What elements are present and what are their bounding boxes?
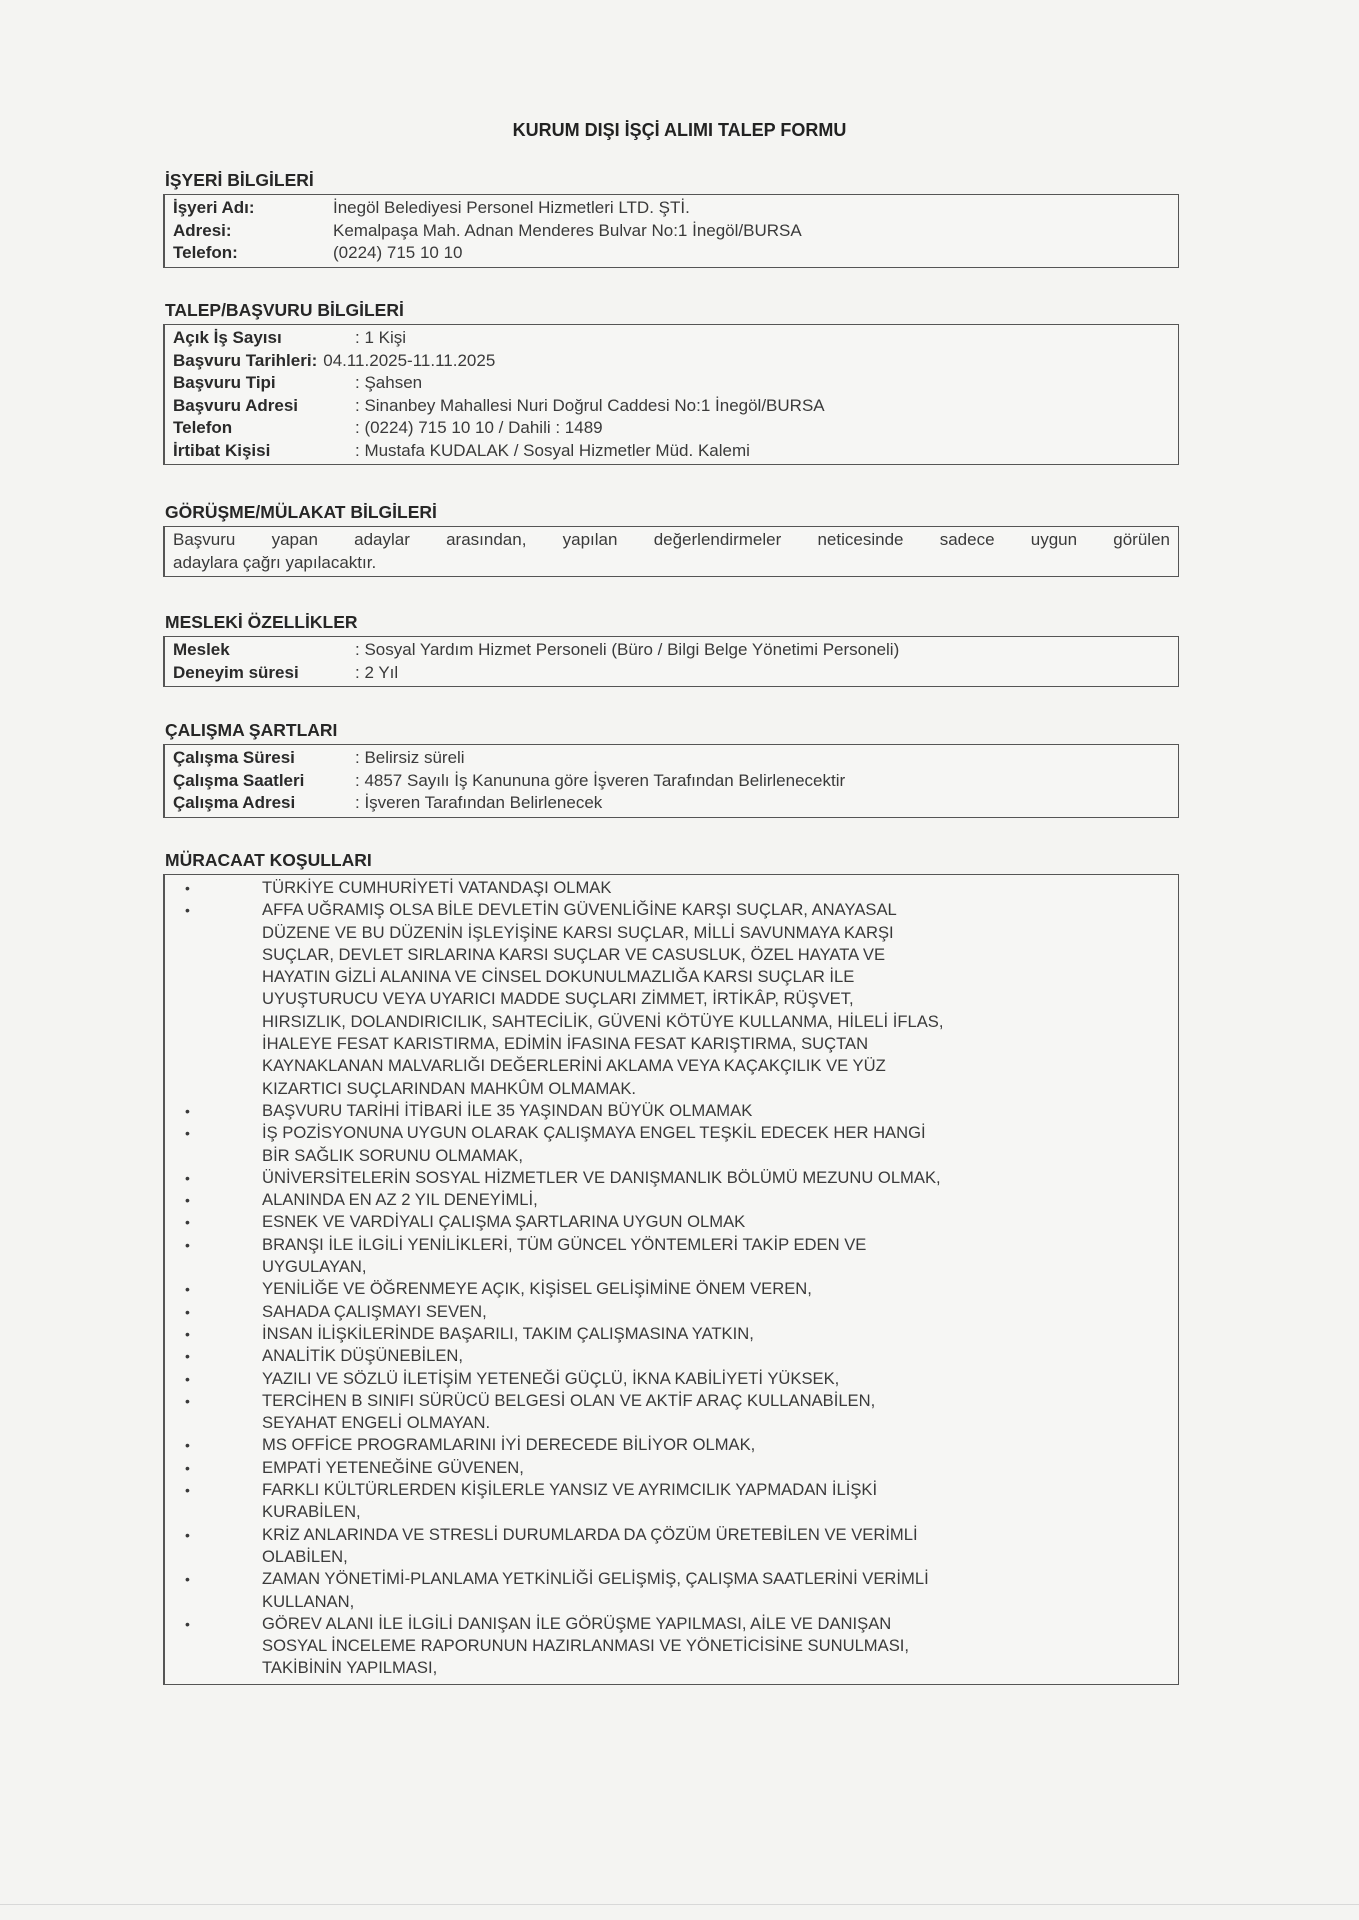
field-label: İrtibat Kişisi: [173, 440, 271, 460]
field-label: Başvuru Tarihleri:: [173, 350, 318, 370]
condition-item: [165, 899, 1178, 1100]
condition-item: [165, 1345, 1178, 1367]
field-value: (0224) 715 10 10: [333, 243, 463, 262]
field-label: Adresi:: [173, 220, 232, 240]
condition-line: İŞ POZİSYONUNA UYGUN OLARAK ÇALIŞMAYA ENGEL TEŞKİL EDECEK HER HANGİ: [262, 1123, 926, 1143]
calisma-row: [173, 747, 1170, 770]
condition-line: AFFA UĞRAMIŞ OLSA BİLE DEVLETİN GÜVENLİĞİNE KARŞI SUÇLAR, ANAYASAL: [262, 900, 897, 920]
condition-item: [165, 1122, 1178, 1167]
field-value: : 2 Yıl: [355, 662, 399, 682]
bullet-icon: •: [185, 1125, 190, 1142]
condition-line: YAZILI VE SÖZLÜ İLETİŞİM YETENEĞİ GÜÇLÜ, İKNA KABİLİYETİ YÜKSEK,: [262, 1368, 840, 1388]
bullet-icon: •: [185, 1325, 190, 1342]
condition-item: [165, 1524, 1178, 1569]
talep-section: [163, 300, 1179, 465]
condition-item: [165, 877, 1178, 899]
talep-row: [173, 350, 1170, 373]
bullet-icon: •: [185, 1615, 190, 1632]
condition-line: SOSYAL İNCELEME RAPORUNUN HAZIRLANMASI VE YÖNETİCİSİNE SUNULMASI,: [262, 1636, 909, 1656]
condition-item: [165, 1434, 1178, 1456]
gorusme-section: [163, 502, 1179, 577]
condition-item: [165, 1100, 1178, 1122]
condition-item: [165, 1189, 1178, 1211]
field-label: Açık İş Sayısı: [173, 328, 282, 347]
bullet-icon: •: [185, 1571, 190, 1588]
field-value: : İşveren Tarafından Belirlenecek: [355, 793, 603, 812]
talep-row: [173, 440, 1170, 463]
bullet-icon: •: [185, 1303, 190, 1320]
bullet-icon: •: [185, 1281, 190, 1298]
field-value: : Mustafa KUDALAK / Sosyal Hizmetler Müd. Kalemi: [355, 440, 750, 460]
condition-line: ALANINDA EN AZ 2 YIL DENEYİMLİ,: [262, 1190, 538, 1210]
condition-line: HIRSIZLIK, DOLANDIRICILIK, SAHTECİLİK, GÜVENİ KÖTÜYE KULLANMA, HİLELİ İFLAS,: [262, 1011, 944, 1031]
condition-line: MS OFFİCE PROGRAMLARINI İYİ DERECEDE BİLİYOR OLMAK,: [262, 1435, 756, 1455]
field-value: : Belirsiz süreli: [355, 748, 465, 767]
condition-line: KIZARTICI SUÇLARINDAN MAHKÛM OLMAMAK.: [262, 1078, 637, 1098]
condition-line: UYGULAYAN,: [262, 1257, 367, 1277]
condition-line: ESNEK VE VARDİYALI ÇALIŞMA ŞARTLARINA UYGUN OLMAK: [262, 1212, 746, 1232]
condition-line: KURABİLEN,: [262, 1502, 361, 1522]
talep-row: [173, 417, 1170, 440]
field-label: Çalışma Süresi: [173, 748, 295, 767]
bullet-icon: •: [185, 1482, 190, 1499]
gorusme-box: [163, 526, 1179, 577]
condition-line: KRİZ ANLARINDA VE STRESLİ DURUMLARDA DA ÇÖZÜM ÜRETEBİLEN VE VERİMLİ: [262, 1524, 918, 1544]
field-value: : Şahsen: [355, 373, 423, 392]
condition-item: [165, 1479, 1178, 1524]
condition-line: SUÇLAR, DEVLET SIRLARINA KARSI SUÇLAR VE CASUSLUK, ÖZEL HAYATA VE: [262, 944, 886, 964]
condition-line: BAŞVURU TARİHİ İTİBARİ İLE 35 YAŞINDAN BÜYÜK OLMAMAK: [262, 1100, 753, 1120]
bullet-icon: •: [185, 1102, 190, 1119]
condition-line: ANALİTİK DÜŞÜNEBİLEN,: [262, 1346, 464, 1366]
condition-item: [165, 1390, 1178, 1435]
isyeri-box: [163, 194, 1179, 268]
isyeri-section: [163, 170, 1179, 268]
talep-heading: TALEP/BAŞVURU BİLGİLERİ: [165, 300, 404, 320]
condition-item: [165, 1301, 1178, 1323]
field-value: İnegöl Belediyesi Personel Hizmetleri LTD. ŞTİ.: [333, 198, 690, 217]
field-value: : Sinanbey Mahallesi Nuri Doğrul Caddesi No:1 İnegöl/BURSA: [355, 395, 825, 415]
gorusme-line: Başvuru yapan adaylar arasından, yapılan değerlendirmeler neticesinde sadece uygun görülen: [173, 530, 1170, 549]
talep-row: [173, 327, 1170, 350]
bullet-icon: •: [185, 1192, 190, 1209]
condition-line: BRANŞI İLE İLGİLİ YENİLİKLERİ, TÜM GÜNCEL YÖNTEMLERİ TAKİP EDEN VE: [262, 1234, 867, 1254]
condition-line: BİR SAĞLIK SORUNU OLMAMAK,: [262, 1145, 523, 1165]
meslek-row: [173, 662, 1170, 685]
field-label: Meslek: [173, 640, 230, 659]
condition-item: [165, 1278, 1178, 1300]
talep-box: [163, 324, 1179, 465]
bullet-icon: •: [185, 1392, 190, 1409]
talep-row: [173, 395, 1170, 418]
condition-item: [165, 1568, 1178, 1613]
condition-item: [165, 1457, 1178, 1479]
bullet-icon: •: [185, 1169, 190, 1186]
field-label: Telefon: [173, 418, 233, 437]
field-value: Kemalpaşa Mah. Adnan Menderes Bulvar No:1 İnegöl/BURSA: [333, 220, 802, 240]
condition-line: ÜNİVERSİTELERİN SOSYAL HİZMETLER VE DANIŞMANLIK BÖLÜMÜ MEZUNU OLMAK,: [262, 1167, 941, 1187]
bullet-icon: •: [185, 1236, 190, 1253]
condition-line: EMPATİ YETENEĞİNE GÜVENEN,: [262, 1457, 524, 1477]
field-label: Başvuru Tipi: [173, 373, 276, 392]
condition-item: [165, 1234, 1178, 1279]
condition-line: İNSAN İLİŞKİLERİNDE BAŞARILI, TAKIM ÇALIŞMASINA YATKIN,: [262, 1323, 754, 1343]
field-label: Deneyim süresi: [173, 662, 299, 682]
muracaat-section: [163, 850, 1179, 1685]
isyeri-row: [173, 242, 1170, 265]
condition-line: UYUŞTURUCU VEYA UYARICI MADDE SUÇLARI ZİMMET, İRTİKÂP, RÜŞVET,: [262, 989, 854, 1009]
meslek-box: [163, 636, 1179, 687]
meslek-section: [163, 612, 1179, 687]
bullet-icon: •: [185, 1437, 190, 1454]
field-value: : 1 Kişi: [355, 328, 407, 347]
condition-line: İHALEYE FESAT KARISTIRMA, EDİMİN İFASINA FESAT KARIŞTIRMA, SUÇTAN: [262, 1034, 869, 1054]
bullet-icon: •: [185, 902, 190, 919]
muracaat-heading: MÜRACAAT KOŞULLARI: [165, 850, 372, 870]
condition-line: YENİLİĞE VE ÖĞRENMEYE AÇIK, KİŞİSEL GELİŞİMİNE ÖNEM VEREN,: [262, 1279, 812, 1299]
field-value: 04.11.2025-11.11.2025: [323, 350, 496, 370]
field-label: Başvuru Adresi: [173, 395, 299, 415]
isyeri-row: [173, 197, 1170, 220]
condition-line: TERCİHEN B SINIFI SÜRÜCÜ BELGESİ OLAN VE AKTİF ARAÇ KULLANABİLEN,: [262, 1390, 876, 1410]
calisma-section: [163, 720, 1179, 818]
field-label: Telefon:: [173, 243, 238, 262]
meslek-heading: MESLEKİ ÖZELLİKLER: [165, 612, 358, 632]
isyeri-row: [173, 220, 1170, 243]
condition-line: HAYATIN GİZLİ ALANINA VE CİNSEL DOKUNULMAZLIĞA KARSI SUÇLAR İLE: [262, 967, 855, 987]
talep-row: [173, 372, 1170, 395]
field-value: : Sosyal Yardım Hizmet Personeli (Büro / Bilgi Belge Yönetimi Personeli): [355, 640, 900, 659]
condition-line: OLABİLEN,: [262, 1546, 348, 1566]
calisma-row: [173, 770, 1170, 793]
field-label: İşyeri Adı:: [173, 198, 255, 217]
condition-line: KULLANAN,: [262, 1591, 355, 1611]
condition-line: SAHADA ÇALIŞMAYI SEVEN,: [262, 1301, 487, 1321]
condition-item: [165, 1613, 1178, 1680]
condition-line: GÖREV ALANI İLE İLGİLİ DANIŞAN İLE GÖRÜŞME YAPILMASI, AİLE VE DANIŞAN: [262, 1613, 892, 1633]
bullet-icon: •: [185, 1370, 190, 1387]
bullet-icon: •: [185, 880, 190, 896]
condition-item: [165, 1368, 1178, 1390]
calisma-heading: ÇALIŞMA ŞARTLARI: [165, 720, 338, 740]
field-value: : 4857 Sayılı İş Kanununa göre İşveren Tarafından Belirlenecektir: [355, 770, 846, 790]
condition-line: KAYNAKLANAN MALVARLIĞI DEĞERLERİNİ AKLAMA VEYA KAÇAKÇILIK VE YÜZ: [262, 1056, 886, 1076]
calisma-box: [163, 744, 1179, 818]
gorusme-line: adaylara çağrı yapılacaktır.: [173, 552, 377, 572]
condition-line: ZAMAN YÖNETİMİ-PLANLAMA YETKİNLİĞİ GELİŞMİŞ, ÇALIŞMA SAATLERİNİ VERİMLİ: [262, 1569, 929, 1589]
condition-line: TAKİBİNİN YAPILMASI,: [262, 1658, 438, 1678]
field-label: Çalışma Adresi: [173, 793, 296, 812]
condition-item: [165, 1323, 1178, 1345]
condition-line: TÜRKİYE CUMHURİYETİ VATANDAŞI OLMAK: [262, 878, 612, 897]
bullet-icon: •: [185, 1459, 190, 1476]
isyeri-heading: İŞYERİ BİLGİLERİ: [165, 170, 314, 190]
calisma-row: [173, 792, 1170, 815]
meslek-row: [173, 639, 1170, 662]
condition-line: DÜZENE VE BU DÜZENİN İŞLEYİŞİNE KARSI SUÇLAR, MİLLİ SAVUNMAYA KARŞI: [262, 922, 894, 942]
field-label: Çalışma Saatleri: [173, 770, 305, 790]
condition-item: [165, 1167, 1178, 1189]
muracaat-box: [163, 874, 1179, 1685]
page-edge: [0, 1904, 1359, 1905]
form-title: KURUM DIŞI İŞÇİ ALIMI TALEP FORMU: [512, 120, 847, 140]
condition-line: SEYAHAT ENGELİ OLMAYAN.: [262, 1413, 491, 1433]
condition-line: FARKLI KÜLTÜRLERDEN KİŞİLERLE YANSIZ VE AYRIMCILIK YAPMADAN İLİŞKİ: [262, 1480, 878, 1500]
condition-item: [165, 1211, 1178, 1233]
gorusme-heading: GÖRÜŞME/MÜLAKAT BİLGİLERİ: [165, 502, 437, 522]
bullet-icon: •: [185, 1348, 190, 1365]
field-value: : (0224) 715 10 10 / Dahili : 1489: [355, 418, 603, 437]
bullet-icon: •: [185, 1526, 190, 1543]
bullet-icon: •: [185, 1214, 190, 1231]
